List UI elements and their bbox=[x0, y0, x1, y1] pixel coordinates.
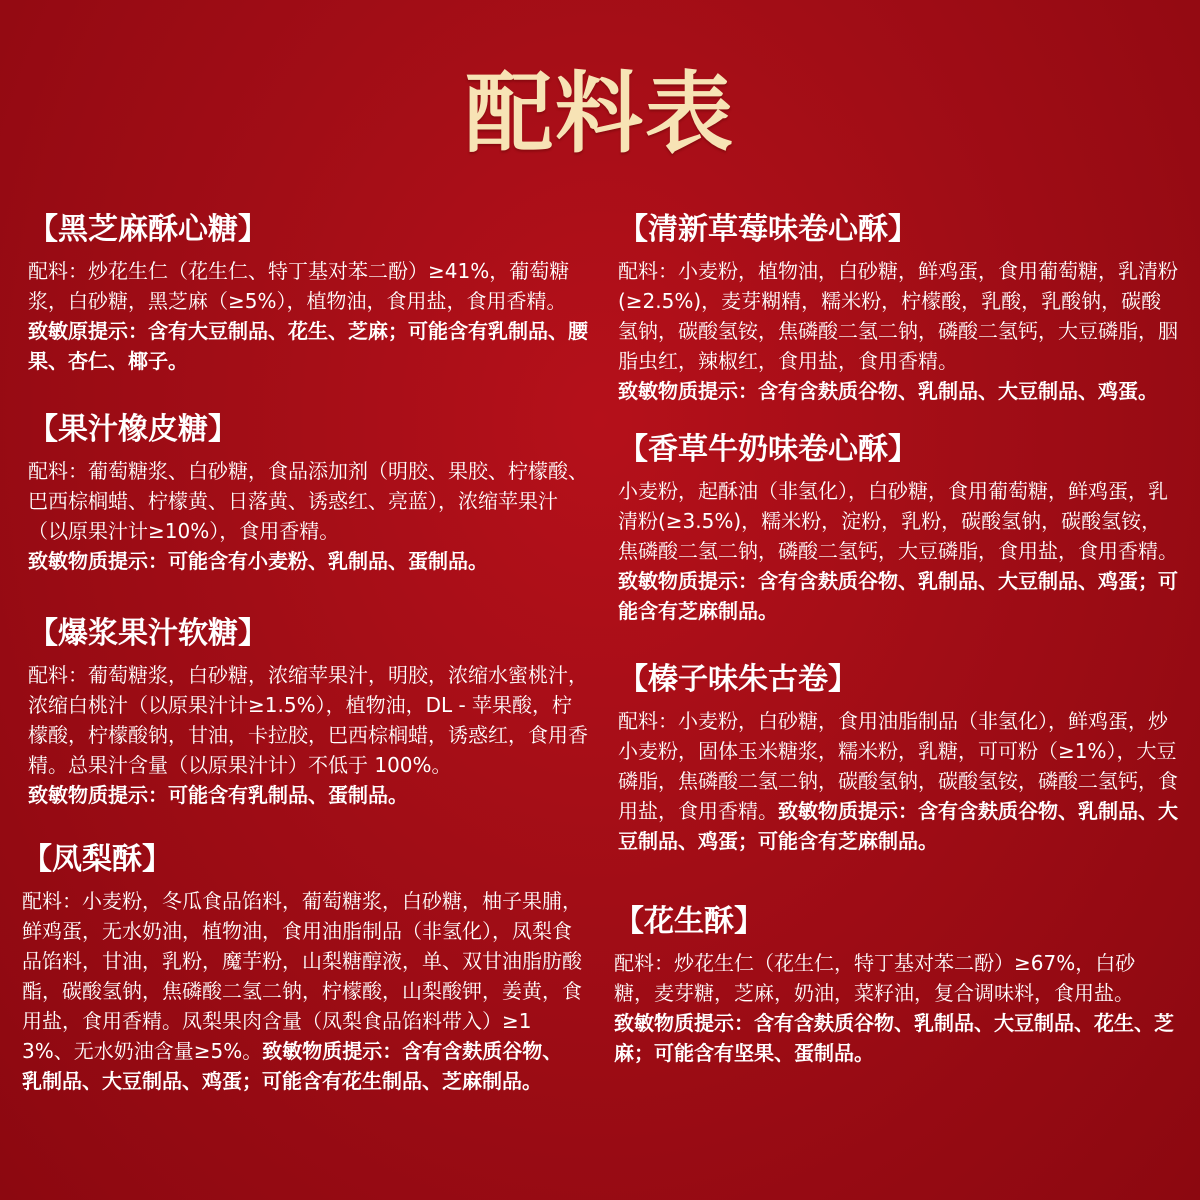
allergen-text: 致敏原提示：含有大豆制品、花生、芝麻；可能含有乳制品、腰果、杏仁、椰子。 bbox=[28, 319, 588, 373]
product-description bbox=[28, 660, 588, 810]
product-name: 【榛子味朱古卷】 bbox=[618, 662, 858, 697]
product-peanut bbox=[614, 902, 1174, 1068]
ingredients-text: 配料：小麦粉，植物油，白砂糖，鲜鸡蛋，食用葡萄糖，乳清粉(≥2.5%)，麦芽糊精，糯米粉，柠檬酸，乳酸，乳酸钠，碳酸氢钠，碳酸氢铵，焦磷酸二氢二钠，磷酸二氢钙，大豆磷脂，胭脂虫红，辣椒红，食用盐，食用香精。 bbox=[618, 259, 1178, 373]
ingredients-text: 配料：葡萄糖浆，白砂糖，浓缩苹果汁，明胶，浓缩水蜜桃汁，浓缩白桃汁（以原果汁计≥1.5%），植物油，DL - 苹果酸，柠檬酸，柠檬酸钠，甘油，卡拉胶，巴西棕榈蜡，诱惑红，食用香精。总果汁含量（以原果汁计）不低于 100%。 bbox=[28, 663, 588, 777]
ingredients-text: 配料：小麦粉，冬瓜食品馅料，葡萄糖浆，白砂糖，柚子果脯，鲜鸡蛋，无水奶油，植物油，食用油脂制品（非氢化），凤梨食品馅料，甘油，乳粉，魔芋粉，山梨糖醇液，单、双甘油脂肪酸酯，碳酸氢钠，焦磷酸二氢二钠，柠檬酸，山梨酸钾，姜黄，食用盐，食用香精。凤梨果肉含量（凤梨食品馅料带入）≥13%、无水奶油含量≥5%。 bbox=[22, 889, 582, 1063]
product-pineapple bbox=[22, 840, 582, 1096]
product-popping-juice bbox=[28, 614, 588, 810]
product-name: 【凤梨酥】 bbox=[22, 842, 172, 877]
ingredients-text: 小麦粉，起酥油（非氢化），白砂糖，食用葡萄糖，鲜鸡蛋，乳清粉(≥3.5%)，糯米粉，淀粉，乳粉，碳酸氢钠，碳酸氢铵，焦磷酸二氢二钠，磷酸二氢钙，大豆磷脂，食用盐，食用香精。 bbox=[618, 479, 1178, 563]
product-vanilla-roll bbox=[618, 430, 1178, 626]
product-description bbox=[618, 706, 1178, 856]
product-hazelnut-roll bbox=[618, 660, 1178, 856]
allergen-text: 致敏物质提示：含有含麸质谷物、乳制品、大豆制品、鸡蛋；可能含有芝麻制品。 bbox=[618, 569, 1178, 623]
product-strawberry-roll bbox=[618, 210, 1178, 406]
product-name: 【果汁橡皮糖】 bbox=[28, 412, 238, 447]
product-name: 【黑芝麻酥心糖】 bbox=[28, 212, 268, 247]
allergen-text: 致敏物质提示：含有含麸质谷物、乳制品、大豆制品、花生、芝麻；可能含有坚果、蛋制品。 bbox=[614, 1011, 1174, 1065]
ingredients-text: 配料：葡萄糖浆、白砂糖，食品添加剂（明胶、果胶、柠檬酸、巴西棕榈蜡、柠檬黄、日落黄、诱惑红、亮蓝），浓缩苹果汁（以原果汁计≥10%），食用香精。 bbox=[28, 459, 588, 543]
product-description bbox=[22, 886, 582, 1096]
product-fruit-gummy bbox=[28, 410, 588, 576]
ingredients-text: 配料：炒花生仁（花生仁、特丁基对苯二酚）≥41%，葡萄糖浆，白砂糖，黑芝麻（≥5%），植物油，食用盐，食用香精。 bbox=[28, 259, 570, 313]
allergen-text: 致敏物质提示：含有含麸质谷物、乳制品、大豆制品、鸡蛋；可能含有芝麻制品。 bbox=[618, 799, 1178, 853]
allergen-text: 致敏物质提示：可能含有乳制品、蛋制品。 bbox=[28, 783, 408, 807]
allergen-text: 致敏物质提示：含有含麸质谷物、乳制品、大豆制品、鸡蛋；可能含有花生制品、芝麻制品。 bbox=[22, 1039, 563, 1093]
allergen-text: 致敏物质提示：含有含麸质谷物、乳制品、大豆制品、鸡蛋。 bbox=[618, 379, 1158, 403]
product-description bbox=[614, 948, 1174, 1068]
product-description bbox=[28, 256, 588, 376]
allergen-text: 致敏物质提示：可能含有小麦粉、乳制品、蛋制品。 bbox=[28, 549, 488, 573]
product-description bbox=[618, 256, 1178, 406]
page-title: 配料表 bbox=[464, 61, 735, 165]
product-name: 【清新草莓味卷心酥】 bbox=[618, 212, 918, 247]
product-name: 【香草牛奶味卷心酥】 bbox=[618, 432, 918, 467]
ingredients-text: 配料：炒花生仁（花生仁，特丁基对苯二酚）≥67%，白砂糖，麦芽糖，芝麻，奶油，菜籽油，复合调味料，食用盐。 bbox=[614, 951, 1136, 1005]
product-name: 【爆浆果汁软糖】 bbox=[28, 616, 268, 651]
ingredients-text: 配料：小麦粉，白砂糖，食用油脂制品（非氢化），鲜鸡蛋，炒小麦粉，固体玉米糖浆，糯米粉，乳糖，可可粉（≥1%），大豆磷脂，焦磷酸二氢二钠，碳酸氢钠，碳酸氢铵，磷酸二氢钙，食用盐，食用香精。 bbox=[618, 709, 1178, 823]
product-name: 【花生酥】 bbox=[614, 904, 764, 939]
product-description bbox=[28, 456, 588, 576]
product-description bbox=[618, 476, 1178, 626]
product-black-sesame bbox=[28, 210, 588, 376]
